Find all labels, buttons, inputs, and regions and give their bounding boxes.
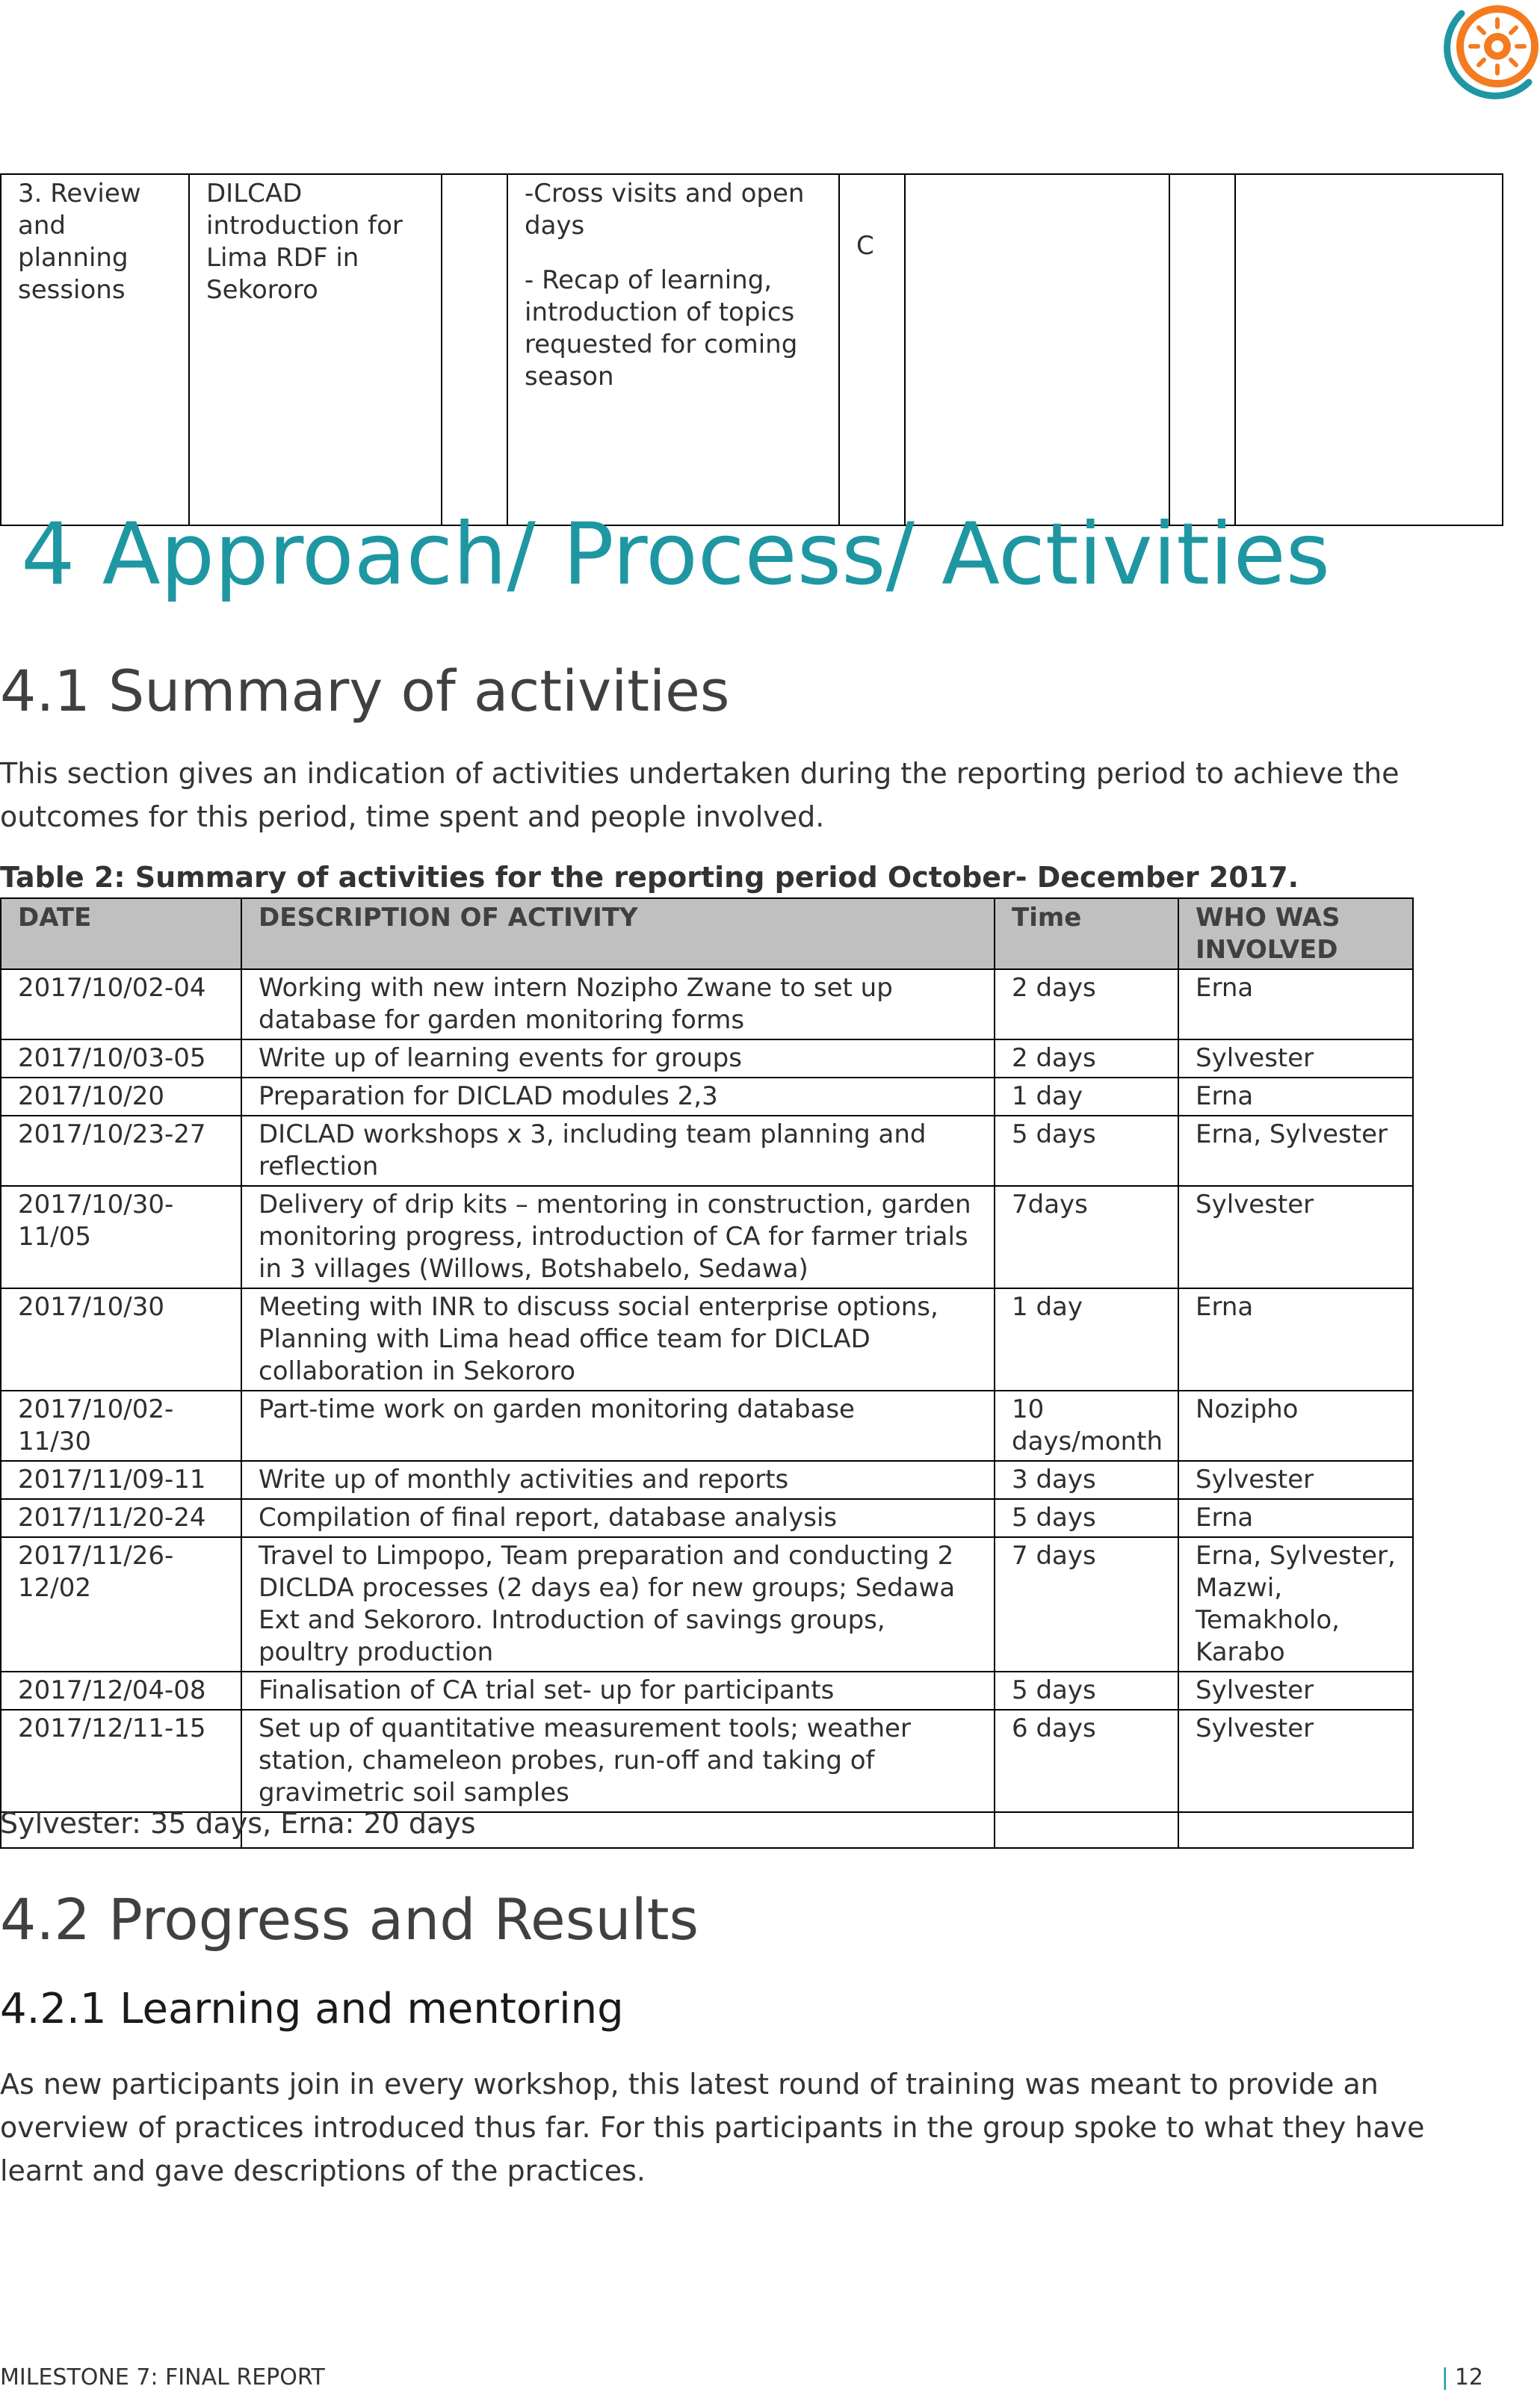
activity-summary-table [0, 897, 1414, 1849]
cell-description: Preparation for DICLAD modules 2,3 [241, 1078, 995, 1116]
cell-who: Erna [1178, 1288, 1413, 1391]
heading-approach: 4 Approach/ Process/ Activities [21, 504, 1331, 604]
cell-date: 2017/11/26-12/02 [1, 1537, 241, 1672]
cell-description: DICLAD workshops x 3, including team planning and reflection [241, 1116, 995, 1186]
cell-date: 2017/12/04-08 [1, 1672, 241, 1710]
table-cell [1169, 174, 1235, 525]
cell-description: Travel to Limpopo, Team preparation and conducting 2 DICLDA processes (2 days ea) for new groups; Sedawa Ext and Sekororo. Introduction of savings groups, poultry production [241, 1537, 995, 1672]
cell-date: 2017/10/20 [1, 1078, 241, 1116]
table-cell: C [839, 174, 905, 525]
cell-date: 2017/10/23-27 [1, 1116, 241, 1186]
table-cell [442, 174, 507, 525]
heading-summary-of-activities: 4.1 Summary of activities [0, 658, 730, 724]
table-row [1, 1078, 1413, 1116]
days-summary: Sylvester: 35 days, Erna: 20 days [0, 1807, 476, 1840]
cell-date: 2017/10/03-05 [1, 1039, 241, 1078]
heading-progress-and-results: 4.2 Progress and Results [0, 1886, 699, 1953]
table-row [1, 1461, 1413, 1499]
cell-date: 2017/10/02-11/30 [1, 1391, 241, 1461]
cell-who: Erna, Sylvester, Mazwi, Temakholo, Karabo [1178, 1537, 1413, 1672]
table-row [1, 1186, 1413, 1288]
cell-time: 1 day [995, 1078, 1178, 1116]
cell-description: Delivery of drip kits – mentoring in construction, garden monitoring progress, introduction of CA for farmer trials in 3 villages (Willows, Botshabelo, Sedawa) [241, 1186, 995, 1288]
table-row [1, 174, 1503, 525]
cell-time: 5 days [995, 1672, 1178, 1710]
table-row [1, 1116, 1413, 1186]
cell-date: 2017/10/30-11/05 [1, 1186, 241, 1288]
cell-time: 10 days/month [995, 1391, 1178, 1461]
table-row [1, 969, 1413, 1039]
column-header-date: DATE [1, 898, 241, 969]
page-number: 12 [1454, 2364, 1483, 2391]
cell-who: Erna [1178, 1078, 1413, 1116]
cell-description: Meeting with INR to discuss social enterprise options, Planning with Lima head office team for DICLAD collaboration in Sekororo [241, 1288, 995, 1391]
cell-time: 3 days [995, 1461, 1178, 1499]
cell-time: 6 days [995, 1710, 1178, 1812]
column-header-who: WHO WAS INVOLVED [1178, 898, 1413, 969]
cell-date: 2017/11/20-24 [1, 1499, 241, 1537]
footer-separator: | [1441, 2364, 1449, 2391]
cell-date: 2017/11/09-11 [1, 1461, 241, 1499]
cell-who: Sylvester [1178, 1710, 1413, 1812]
footer-page-number-group [1441, 2364, 1483, 2391]
cell-time: 2 days [995, 1039, 1178, 1078]
cell-who: Sylvester [1178, 1039, 1413, 1078]
cell-time: 5 days [995, 1499, 1178, 1537]
table-row [1, 1672, 1413, 1710]
cell-date: 2017/12/11-15 [1, 1710, 241, 1812]
table-cell [1235, 174, 1503, 525]
table-row [1, 1537, 1413, 1672]
table-caption: Table 2: Summary of activities for the reporting period October- December 2017. [0, 861, 1299, 894]
footer-report-title: MILESTONE 7: FINAL REPORT [0, 2364, 325, 2391]
sun-logo-icon [1417, 0, 1540, 106]
cell-who: Nozipho [1178, 1391, 1413, 1461]
cell-time: 1 day [995, 1288, 1178, 1391]
cell-date: 2017/10/30 [1, 1288, 241, 1391]
cell-who: Erna [1178, 969, 1413, 1039]
table-cell [905, 174, 1169, 525]
previous-table-continuation [0, 173, 1503, 526]
cell-date: 2017/10/02-04 [1, 969, 241, 1039]
table-row [1, 1288, 1413, 1391]
cell-description: Part-time work on garden monitoring database [241, 1391, 995, 1461]
cell-time: 5 days [995, 1116, 1178, 1186]
table-row [1, 1499, 1413, 1537]
cell-description: Write up of monthly activities and reports [241, 1461, 995, 1499]
heading-learning-and-mentoring: 4.2.1 Learning and mentoring [0, 1985, 624, 2033]
table-cell [507, 174, 839, 525]
table-cell: 3. Review and planning sessions [1, 174, 189, 525]
cell-description: Working with new intern Nozipho Zwane to set up database for garden monitoring forms [241, 969, 995, 1039]
cell-paragraph: - Recap of learning, introduction of topics requested for coming season [525, 265, 798, 392]
cell-time: 7 days [995, 1537, 1178, 1672]
cell-paragraph: -Cross visits and open days [525, 179, 805, 241]
column-header-description: DESCRIPTION OF ACTIVITY [241, 898, 995, 969]
table-row [1, 1039, 1413, 1078]
cell-description: Set up of quantitative measurement tools; weather station, chameleon probes, run-off and taking of gravimetric soil samples [241, 1710, 995, 1812]
cell-who: Erna [1178, 1499, 1413, 1537]
cell-description: Finalisation of CA trial set- up for participants [241, 1672, 995, 1710]
cell-time: 7days [995, 1186, 1178, 1288]
cell-description: Compilation of final report, database analysis [241, 1499, 995, 1537]
table-cell: DILCAD introduction for Lima RDF in Sekororo [189, 174, 442, 525]
cell-who: Sylvester [1178, 1186, 1413, 1288]
column-header-time: Time [995, 898, 1178, 969]
cell-who: Sylvester [1178, 1461, 1413, 1499]
learning-paragraph: As new participants join in every workshop, this latest round of training was meant to provide an overview of practices introduced thus far. For this participants in the group spoke to what they have learnt and gave descriptions of the practices. [0, 2068, 1425, 2187]
cell-time: 2 days [995, 969, 1178, 1039]
cell-who: Erna, Sylvester [1178, 1116, 1413, 1186]
table-header-row [1, 898, 1413, 969]
intro-paragraph: This section gives an indication of activities undertaken during the reporting period to achieve the outcomes for this period, time spent and people involved. [0, 757, 1400, 833]
table-row [1, 1391, 1413, 1461]
cell-description: Write up of learning events for groups [241, 1039, 995, 1078]
cell-who: Sylvester [1178, 1672, 1413, 1710]
table-row [1, 1710, 1413, 1812]
